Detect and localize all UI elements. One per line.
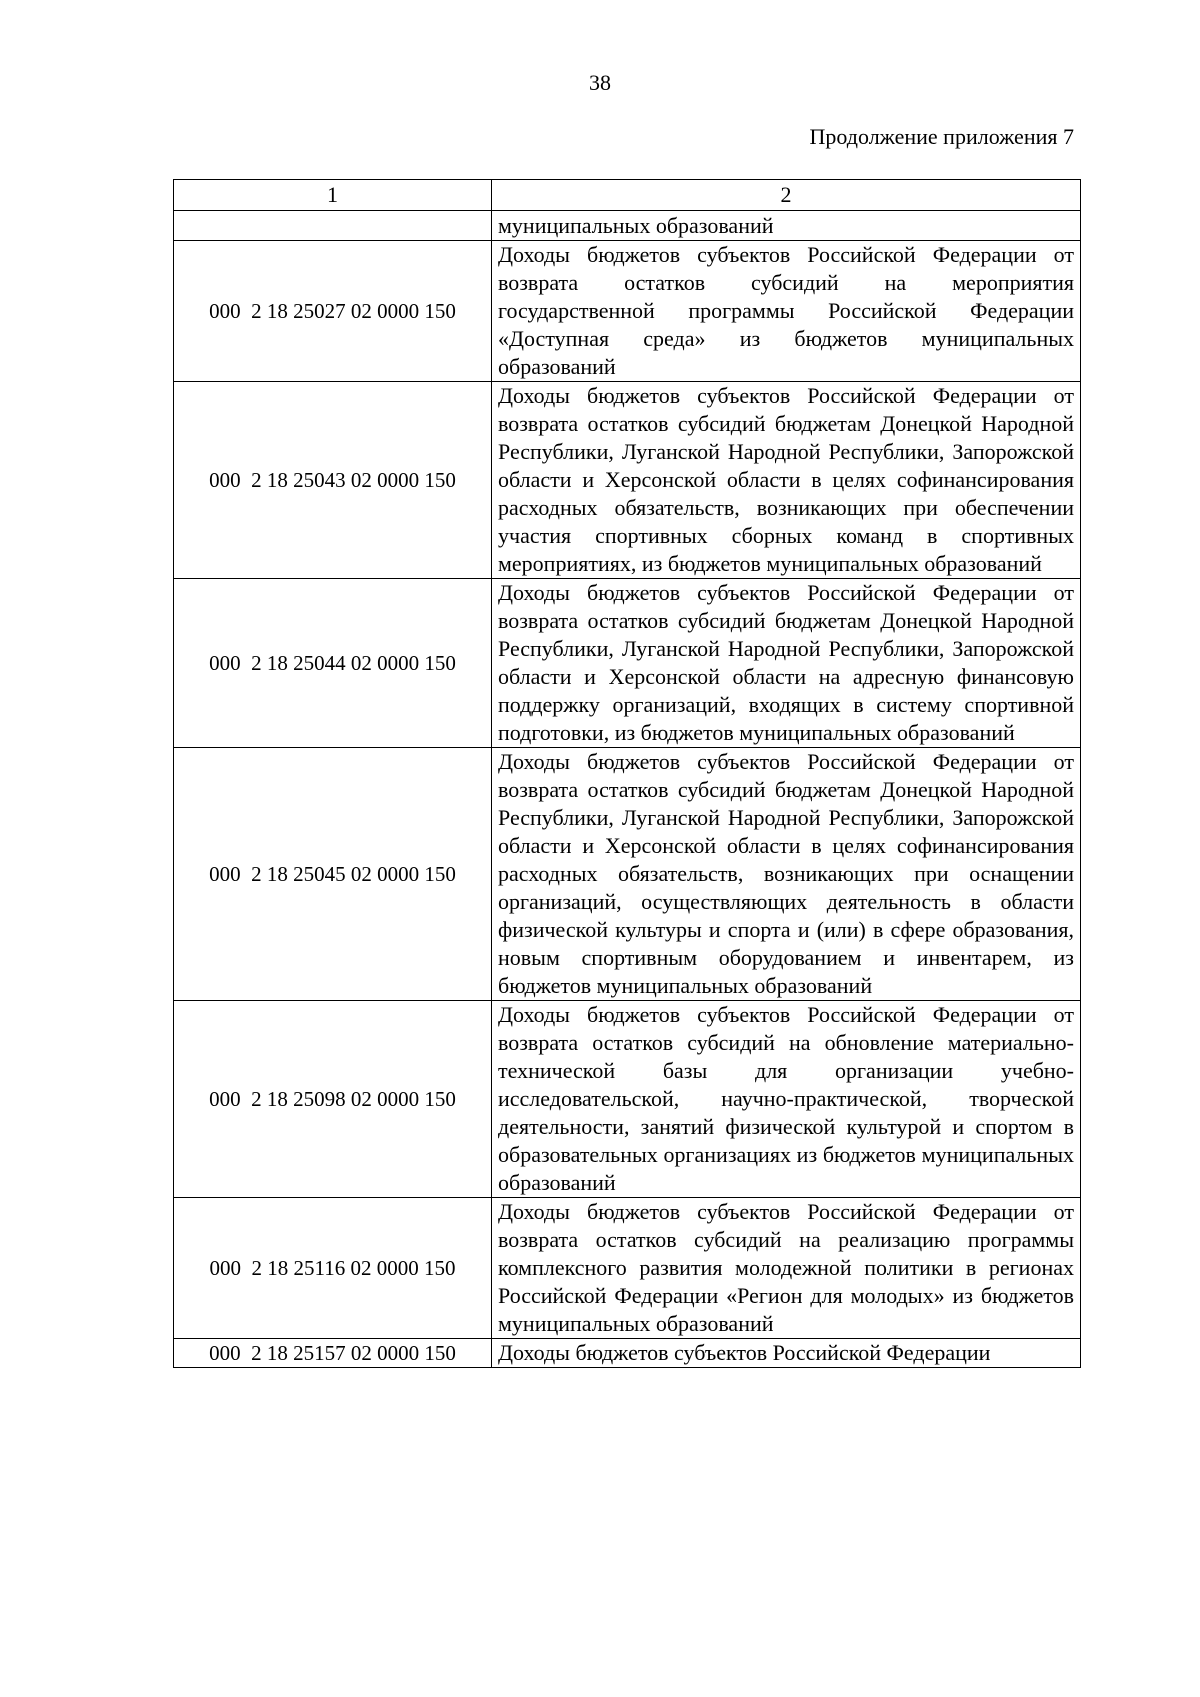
code-cell: 000 2 18 25045 02 0000 150: [174, 748, 492, 1001]
table-row: [174, 382, 1081, 579]
description-cell: Доходы бюджетов субъектов Российской Федерации от возврата остатков субсидий бюджетам Донецкой Народной Республики, Луганской Народной Республики, Запорожской области и Херсонской области в целях софинансирования расходных обязательств, возникающих при оснащении организаций, осуществляющих деятельность в области физической культуры и спорта и (или) в сфере образования, новым спортивным оборудованием и инвентарем, из бюджетов муниципальных образований: [492, 748, 1081, 1001]
table-row: [174, 579, 1081, 748]
description-cell: Доходы бюджетов субъектов Российской Федерации от возврата остатков субсидий бюджетам Донецкой Народной Республики, Луганской Народной Республики, Запорожской области и Херсонской области на адресную финансовую поддержку организаций, входящих в систему спортивной подготовки, из бюджетов муниципальных образований: [492, 579, 1081, 748]
description-cell: Доходы бюджетов субъектов Российской Федерации: [492, 1339, 1081, 1368]
table-row: [174, 748, 1081, 1001]
column-header: 1: [174, 180, 492, 211]
code-cell: 000 2 18 25116 02 0000 150: [174, 1198, 492, 1339]
description-cell: Доходы бюджетов субъектов Российской Федерации от возврата остатков субсидий на реализацию программы комплексного развития молодежной политики в регионах Российской Федерации «Регион для молодых» из бюджетов муниципальных образований: [492, 1198, 1081, 1339]
code-cell: 000 2 18 25098 02 0000 150: [174, 1001, 492, 1198]
table-row: [174, 1339, 1081, 1368]
description-cell: Доходы бюджетов субъектов Российской Федерации от возврата остатков субсидий на обновление материально-технической базы для организации учебно-исследовательской, научно-практической, творческой деятельности, занятий физической культурой и спортом в образовательных организациях из бюджетов муниципальных образований: [492, 1001, 1081, 1198]
code-cell: 000 2 18 25027 02 0000 150: [174, 241, 492, 382]
page-number: 38: [589, 70, 611, 95]
code-cell: 000 2 18 25043 02 0000 150: [174, 382, 492, 579]
revenue-codes-table: [173, 179, 1081, 1368]
description-cell: Доходы бюджетов субъектов Российской Федерации от возврата остатков субсидий бюджетам Донецкой Народной Республики, Луганской Народной Республики, Запорожской области и Херсонской области в целях софинансирования расходных обязательств, возникающих при обеспечении участия спортивных сборных команд в спортивных мероприятиях, из бюджетов муниципальных образований: [492, 382, 1081, 579]
table-row: [174, 1198, 1081, 1339]
description-cell: муниципальных образований: [492, 211, 1081, 241]
table-row: [174, 211, 1081, 241]
continuation-label: Продолжение приложения 7: [809, 124, 1074, 149]
table-header-row: [174, 180, 1081, 211]
code-cell: 000 2 18 25157 02 0000 150: [174, 1339, 492, 1368]
column-header: 2: [492, 180, 1081, 211]
description-cell: Доходы бюджетов субъектов Российской Федерации от возврата остатков субсидий на мероприятия государственной программы Российской Федерации «Доступная среда» из бюджетов муниципальных образований: [492, 241, 1081, 382]
code-cell: [174, 211, 492, 241]
table-row: [174, 1001, 1081, 1198]
table-row: [174, 241, 1081, 382]
code-cell: 000 2 18 25044 02 0000 150: [174, 579, 492, 748]
